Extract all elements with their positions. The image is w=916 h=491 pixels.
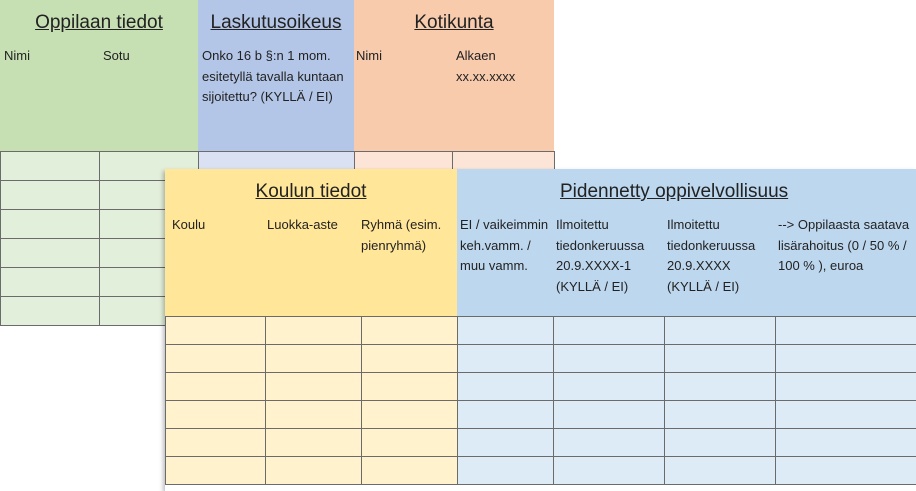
column-header-koulu: Koulu (172, 217, 206, 232)
cell-koulu[interactable] (166, 457, 266, 485)
cell-luokka-aste[interactable] (266, 429, 362, 457)
cell-ilmoitettu-nykyinen[interactable] (665, 401, 776, 429)
cell-ilmoitettu-nykyinen[interactable] (665, 373, 776, 401)
cell-lisarahoitus[interactable] (776, 373, 916, 401)
table-row (166, 345, 916, 373)
cell-nimi[interactable] (1, 152, 100, 181)
cell-lisarahoitus[interactable] (776, 401, 916, 429)
cell-ilmoitettu-edellinen[interactable] (554, 317, 665, 345)
table-row (166, 373, 916, 401)
column-header-ryhma: Ryhmä (esim. pienryhmä) (361, 217, 442, 253)
cell-koulu[interactable] (166, 401, 266, 429)
koulun-tiedot-header (165, 169, 457, 316)
table-row (166, 429, 916, 457)
cell-luokka-aste[interactable] (266, 457, 362, 485)
cell-koulu[interactable] (166, 317, 266, 345)
oppilaan-tiedot-title: Oppilaan tiedot (35, 12, 163, 33)
cell-lisarahoitus[interactable] (776, 345, 916, 373)
kotikunta-title: Kotikunta (414, 12, 494, 33)
cell-ilmoitettu-edellinen[interactable] (554, 401, 665, 429)
cell-lisarahoitus[interactable] (776, 429, 916, 457)
oppilaan-tiedot-header (0, 0, 198, 151)
column-header-lisarahoitus: --> Oppilaasta saatava lisärahoitus (0 / 50 % / 100 % ), euroa (778, 217, 910, 273)
cell-ilmoitettu-nykyinen[interactable] (665, 429, 776, 457)
column-header-nimi: Nimi (4, 48, 30, 63)
cell-nimi[interactable] (1, 181, 100, 210)
cell-koulu[interactable] (166, 429, 266, 457)
table-row (166, 401, 916, 429)
cell-koulu[interactable] (166, 345, 266, 373)
column-header-luokka-aste: Luokka-aste (267, 217, 338, 232)
front-sheet (165, 169, 916, 491)
table-row (166, 457, 916, 485)
laskutusoikeus-title: Laskutusoikeus (210, 12, 342, 33)
cell-luokka-aste[interactable] (266, 373, 362, 401)
cell-ryhma[interactable] (362, 457, 458, 485)
cell-ilmoitettu-edellinen[interactable] (554, 429, 665, 457)
table-row (166, 317, 916, 345)
cell-ilmoitettu-nykyinen[interactable] (665, 317, 776, 345)
cell-vammaisuus[interactable] (458, 345, 554, 373)
cell-luokka-aste[interactable] (266, 345, 362, 373)
cell-koulu[interactable] (166, 373, 266, 401)
pidennetty-title: Pidennetty oppivelvollisuus (560, 181, 789, 202)
column-header-sotu: Sotu (103, 48, 130, 63)
cell-ilmoitettu-nykyinen[interactable] (665, 457, 776, 485)
column-header-ilmoitettu-edellinen: Ilmoitettu tiedonkeruussa 20.9.XXXX-1 (KYLLÄ / EI) (556, 217, 645, 294)
column-header-vammaisuus: EI / vaikeimmin keh.vamm. / muu vamm. (460, 217, 549, 273)
cell-vammaisuus[interactable] (458, 401, 554, 429)
cell-nimi[interactable] (1, 239, 100, 268)
cell-luokka-aste[interactable] (266, 401, 362, 429)
front-data-grid (165, 316, 916, 485)
cell-ilmoitettu-edellinen[interactable] (554, 345, 665, 373)
cell-ryhma[interactable] (362, 345, 458, 373)
cell-lisarahoitus[interactable] (776, 457, 916, 485)
koulun-tiedot-title: Koulun tiedot (255, 181, 367, 202)
cell-vammaisuus[interactable] (458, 457, 554, 485)
cell-vammaisuus[interactable] (458, 373, 554, 401)
cell-nimi[interactable] (1, 210, 100, 239)
kotikunta-header (354, 0, 554, 151)
cell-ilmoitettu-edellinen[interactable] (554, 373, 665, 401)
laskutusoikeus-header (198, 0, 354, 151)
cell-ryhma[interactable] (362, 373, 458, 401)
cell-ryhma[interactable] (362, 429, 458, 457)
cell-nimi[interactable] (1, 297, 100, 326)
column-header-alkaen: Alkaen xx.xx.xxxx (456, 48, 516, 84)
column-header-kotikunta-nimi: Nimi (356, 48, 382, 63)
cell-vammaisuus[interactable] (458, 429, 554, 457)
cell-vammaisuus[interactable] (458, 317, 554, 345)
cell-luokka-aste[interactable] (266, 317, 362, 345)
cell-nimi[interactable] (1, 268, 100, 297)
column-header-sijoitettu: Onko 16 b §:n 1 mom. esitetyllä tavalla kuntaan sijoitettu? (KYLLÄ / EI) (202, 48, 344, 104)
cell-lisarahoitus[interactable] (776, 317, 916, 345)
pidennetty-header (457, 169, 916, 316)
column-header-ilmoitettu-nykyinen: Ilmoitettu tiedonkeruussa 20.9.XXXX (KYLLÄ / EI) (667, 217, 756, 294)
cell-ryhma[interactable] (362, 317, 458, 345)
cell-ilmoitettu-nykyinen[interactable] (665, 345, 776, 373)
cell-ilmoitettu-edellinen[interactable] (554, 457, 665, 485)
cell-ryhma[interactable] (362, 401, 458, 429)
